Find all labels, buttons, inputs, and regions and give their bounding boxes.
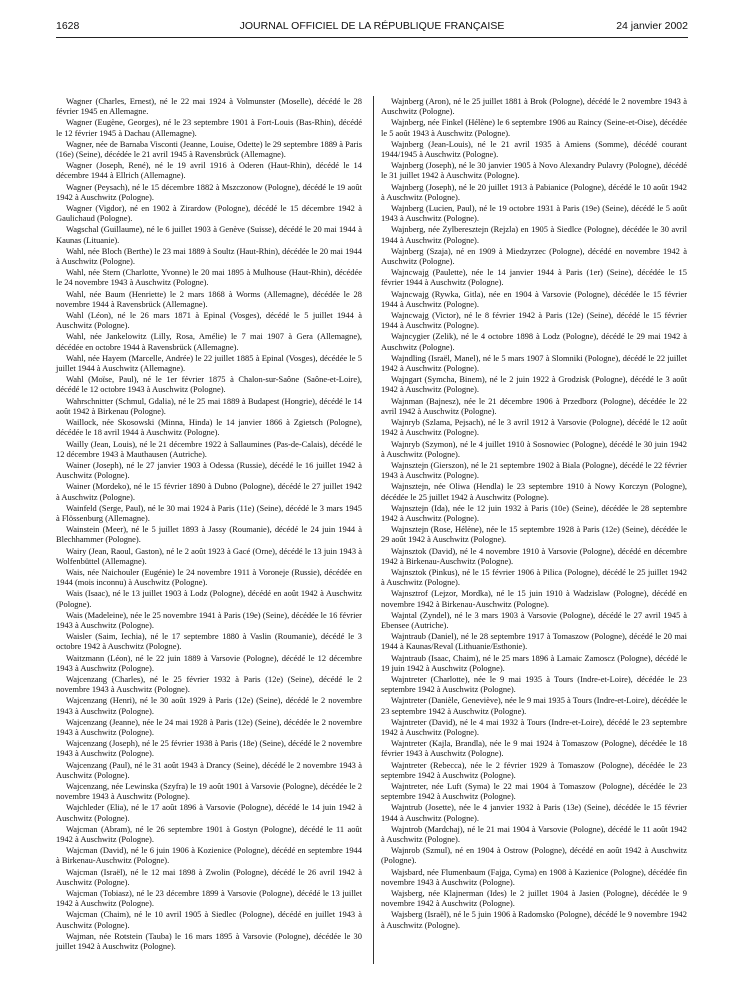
death-record-entry: Wajcman (Tobiasz), né le 23 décembre 1899 à Varsovie (Pologne), décédé le 13 juillet 1942 à Auschwitz (Pologne). xyxy=(56,888,362,909)
death-record-entry: Wajnberg (Joseph), né le 30 janvier 1905 à Novo Alexandry Pulavry (Pologne), décédé le 31 juillet 1942 à Auschwitz (Pologne). xyxy=(381,160,687,181)
header-rule xyxy=(56,37,688,38)
death-record-entry: Wajntrob (Mardchaj), né le 21 mai 1904 à Varsovie (Pologne), décédé le 11 août 1942 à Auschwitz (Pologne). xyxy=(381,823,687,845)
page-header xyxy=(56,16,688,38)
death-record-entry: Wahrschnitter (Schmul, Gdalia), né le 25 mai 1889 à Budapest (Hongrie), décédé le 14 août 1942 à Birkenau (Pologne). xyxy=(56,395,362,416)
death-record-entry: Wajnsztejn (Ida), née le 12 juin 1932 à Paris (10e) (Seine), décédée le 28 septembre 1942 à Auschwitz (Pologne). xyxy=(381,502,687,523)
death-record-entry: Wajcenzang (Henri), né le 30 août 1929 à Paris (12e) (Seine), décédé le 2 novembre 1943 à Auschwitz (Pologne). xyxy=(56,695,362,716)
death-record-entry: Wajnryb (Szlama, Pejsach), né le 3 avril 1912 à Varsovie (Pologne), décédé le 12 août 1942 à Auschwitz (Pologne). xyxy=(381,417,687,438)
death-record-entry: Wajcman (Abram), né le 26 septembre 1901 à Gostyn (Pologne), décédé le 11 août 1942 à Auschwitz (Pologne). xyxy=(56,823,362,845)
death-record-entry: Wajntrub (Josette), née le 4 janvier 1932 à Paris (13e) (Seine), décédée le 15 février 1944 à Auschwitz (Pologne). xyxy=(381,802,687,823)
death-record-entry: Wajcman (Israël), né le 12 mai 1898 à Zwolin (Pologne), décédé le 26 avril 1942 à Auschwitz (Pologne). xyxy=(56,866,362,887)
death-record-entry: Wajnrob (Szmul), né en 1904 à Ostrow (Pologne), décédé en août 1942 à Auschwitz (Pologne). xyxy=(381,845,687,866)
death-record-entry: Wahl, née Hayem (Marcelle, Andrée) le 22 juillet 1885 à Epinal (Vosges), décédée le 5 juillet 1944 à Auschwitz (Allemagne). xyxy=(56,352,362,374)
death-record-entry: Wajcenzang, née Lewinska (Szyfra) le 19 août 1901 à Varsovie (Pologne), décédée le 2 novembre 1943 à Auschwitz (Pologne). xyxy=(56,781,362,802)
death-record-entry: Wajnberg, née Zylberesztejn (Rejzla) en 1905 à Siedlce (Pologne), décédée le 30 avril 1944 à Auschwitz (Pologne). xyxy=(381,224,687,245)
death-record-entry: Wajnman (Bajnesz), née le 21 décembre 1906 à Przedborz (Pologne), décédée le 22 avril 1942 à Auschwitz (Pologne). xyxy=(381,395,687,416)
death-record-entry: Wajntal (Zyndel), né le 3 mars 1903 à Varsovie (Pologne), décédé le 27 avril 1945 à Ebensee (Autriche). xyxy=(381,609,687,630)
death-record-entry: Wais, née Naichouler (Eugénie) le 24 novembre 1911 à Voroneje (Russie), décédée en 1944 (mois inconnu) à Auschwitz (Pologne). xyxy=(56,566,362,588)
journal-title: JOURNAL OFFICIEL DE LA RÉPUBLIQUE FRANÇAISE xyxy=(239,20,505,32)
death-record-entry: Wajcenzang (Joseph), né le 25 février 1938 à Paris (18e) (Seine), décédé le 2 novembre 1943 à Auschwitz (Pologne). xyxy=(56,738,362,759)
death-record-entry: Wajncwajg (Paulette), née le 14 janvier 1944 à Paris (1er) (Seine), décédée le 15 février 1944 à Auschwitz (Pologne). xyxy=(381,267,687,288)
right-column xyxy=(381,96,687,931)
death-record-entry: Wajnryb (Szymon), né le 4 juillet 1910 à Sosnowiec (Pologne), décédé le 30 juin 1942 à Auschwitz (Pologne). xyxy=(381,438,687,459)
death-record-entry: Wajntraub (Daniel), né le 28 septembre 1917 à Tomaszow (Pologne), décédé le 20 mai 1944 à Kaunas/Reval (Lithuanie/Esthonie). xyxy=(381,631,687,652)
death-record-entry: Wajntreter (Kajla, Brandla), née le 9 mai 1924 à Tomaszow (Pologne), décédée le 18 février 1943 à Auschwitz (Pologne). xyxy=(381,738,687,759)
death-record-entry: Wailly (Jean, Louis), né le 21 décembre 1922 à Sallaumines (Pas-de-Calais), décédé le 12 décembre 1943 à Mauthausen (Autriche). xyxy=(56,438,362,459)
death-record-entry: Wajnberg, née Finkel (Hélène) le 6 septembre 1906 au Raincy (Seine-et-Oise), décédée le 5 août 1943 à Auschwitz (Pologne). xyxy=(381,117,687,138)
death-record-entry: Wainer (Mordeko), né le 15 février 1890 à Dubno (Pologne), décédé le 27 juillet 1942 à Auschwitz (Pologne). xyxy=(56,481,362,502)
death-record-entry: Wahl, née Bloch (Berthe) le 23 mai 1889 à Soultz (Haut-Rhin), décédée le 20 mai 1944 à Auschwitz (Pologne). xyxy=(56,245,362,267)
page-number: 1628 xyxy=(56,20,80,32)
death-record-entry: Wagner (Vigdor), né en 1902 à Zirardow (Pologne), décédé le 15 décembre 1942 à Gaulichaud (Pologne). xyxy=(56,203,362,224)
death-record-entry: Wagner (Joseph, René), né le 19 avril 1916 à Oderen (Haut-Rhin), décédé le 14 décembre 1944 à Ellrich (Allemagne). xyxy=(56,160,362,181)
death-record-entry: Wajnsztrof (Lejzor, Mordka), né le 15 juin 1910 à Wadzislaw (Pologne), décédé en novembre 1942 à Birkenau-Auschwitz (Pologne). xyxy=(381,588,687,609)
death-record-entry: Wahl (Moïse, Paul), né le 1er février 1875 à Chalon-sur-Saône (Saône-et-Loire), décédé le 12 octobre 1943 à Auschwitz (Pologne). xyxy=(56,374,362,395)
death-record-entry: Wajsberg, née Klajnerman (Ides) le 2 juillet 1904 à Jasien (Pologne), décédée le 9 novembre 1942 à Auschwitz (Pologne). xyxy=(381,888,687,909)
death-record-entry: Wajnberg (Lucien, Paul), né le 19 octobre 1931 à Paris (19e) (Seine), décédé le 5 août 1943 à Auschwitz (Pologne). xyxy=(381,203,687,224)
death-record-entry: Wajnsztejn (Rose, Hélène), née le 15 septembre 1928 à Paris (12e) (Seine), décédée le 29 août 1942 à Auschwitz (Pologne). xyxy=(381,524,687,545)
death-record-entry: Wajcenzang (Jeanne), née le 24 mai 1928 à Paris (12e) (Seine), décédée le 2 novembre 1943 à Auschwitz (Pologne). xyxy=(56,716,362,737)
death-record-entry: Wajnsztok (Pinkus), né le 15 février 1906 à Pilica (Pologne), décédé le 25 juillet 1942 à Auschwitz (Pologne). xyxy=(381,566,687,588)
death-record-entry: Wajncwajg (Rywka, Gitla), née en 1904 à Varsovie (Pologne), décédée le 15 février 1944 à Auschwitz (Pologne). xyxy=(381,288,687,309)
death-record-entry: Wagschal (Guillaume), né le 6 juillet 1903 à Genève (Suisse), décédé le 20 mai 1944 à Kaunas (Lituanie). xyxy=(56,224,362,245)
death-record-entry: Wainer (Joseph), né le 27 janvier 1903 à Odessa (Russie), décédé le 16 juillet 1942 à Auschwitz (Pologne). xyxy=(56,459,362,481)
death-record-entry: Wagner, née de Barnaba Visconti (Jeanne, Louise, Odette) le 29 septembre 1889 à Paris (16e) (Seine), décédée le 21 avril 1945 à Ravensbrück (Allemagne). xyxy=(56,138,362,160)
death-record-entry: Wajngart (Symcha, Binem), né le 2 juin 1922 à Grodzisk (Pologne), décédé le 3 août 1942 à Auschwitz (Pologne). xyxy=(381,374,687,395)
death-record-entry: Wais (Madeleine), née le 25 novembre 1941 à Paris (19e) (Seine), décédée le 16 février 1943 à Auschwitz (Pologne). xyxy=(56,609,362,630)
death-record-entry: Wairy (Jean, Raoul, Gaston), né le 2 août 1923 à Gacé (Orne), décédé le 13 juin 1943 à Wolfenbüttel (Allemagne). xyxy=(56,545,362,566)
death-record-entry: Wajsberg (Israël), né le 5 juin 1906 à Radomsko (Pologne), décédé le 9 novembre 1942 à Auschwitz (Pologne). xyxy=(381,909,687,930)
death-record-entry: Wahl, née Jankelowitz (Lilly, Rosa, Amélie) le 7 mai 1907 à Gera (Allemagne), décédée en octobre 1944 à Ravensbrück (Allemagne). xyxy=(56,331,362,352)
death-record-entry: Waisler (Saim, Iechia), né le 17 septembre 1880 à Vaslin (Roumanie), décédé le 3 octobre 1942 à Auschwitz (Pologne). xyxy=(56,631,362,652)
death-record-entry: Wajntraub (Isaac, Chaim), né le 25 mars 1896 à Lamaic Zamoscz (Pologne), décédé le 19 juin 1942 à Auschwitz (Pologne). xyxy=(381,652,687,673)
death-record-entry: Wagner (Peysach), né le 15 décembre 1882 à Mszczonow (Pologne), décédé le 19 août 1942 à Auschwitz (Pologne). xyxy=(56,181,362,202)
death-record-entry: Wainfeld (Serge, Paul), né le 30 mai 1924 à Paris (11e) (Seine), décédé le 3 mars 1945 à Flössenburg (Allemagne). xyxy=(56,502,362,523)
death-record-entry: Wajntreter (David), né le 4 mai 1932 à Tours (Indre-et-Loire), décédé le 23 septembre 1942 à Auschwitz (Pologne). xyxy=(381,716,687,737)
death-record-entry: Wajnsztejn, née Oliwa (Hendla) le 23 septembre 1910 à Nowy Korczyn (Pologne), décédée le 25 juillet 1942 à Auschwitz (Pologne). xyxy=(381,481,687,502)
death-record-entry: Wajcenzang (Paul), né le 31 août 1943 à Drancy (Seine), décédé le 2 novembre 1943 à Auschwitz (Pologne). xyxy=(56,759,362,780)
death-record-entry: Wahl, née Stern (Charlotte, Yvonne) le 20 mai 1895 à Mulhouse (Haut-Rhin), décédée le 24 novembre 1943 à Auschwitz (Pologne). xyxy=(56,267,362,288)
death-record-entry: Wajndling (Israël, Manel), né le 5 mars 1907 à Slomniki (Pologne), décédé le 22 juillet 1942 à Auschwitz (Pologne). xyxy=(381,352,687,374)
death-record-entry: Wajcenzang (Charles), né le 25 février 1932 à Paris (12e) (Seine), décédé le 2 novembre 1943 à Auschwitz (Pologne). xyxy=(56,673,362,695)
death-record-entry: Wais (Isaac), né le 13 juillet 1903 à Lodz (Pologne), décédé en août 1942 à Auschwitz (Pologne). xyxy=(56,588,362,609)
death-record-entry: Wajman, née Rotstein (Tauba) le 16 mars 1895 à Varsovie (Pologne), décédée le 30 juillet 1942 à Auschwitz (Pologne). xyxy=(56,930,362,952)
death-record-entry: Waitzmann (Léon), né le 22 juin 1889 à Varsovie (Pologne), décédé le 12 décembre 1943 à Auschwitz (Pologne). xyxy=(56,652,362,673)
death-record-entry: Wajntreter (Charlotte), née le 9 mai 1935 à Tours (Indre-et-Loire), décédée le 23 septembre 1942 à Auschwitz (Pologne). xyxy=(381,673,687,695)
death-record-entry: Wajcman (David), né le 6 juin 1906 à Kozienice (Pologne), décédé en septembre 1944 à Birkenau-Auschwitz (Pologne). xyxy=(56,845,362,866)
death-record-entry: Wajnberg (Jean-Louis), né le 21 avril 1935 à Amiens (Somme), décédé courant 1944/1945 à Auschwitz (Pologne). xyxy=(381,138,687,160)
death-record-entry: Wajcman (Chaim), né le 10 avril 1905 à Siedlec (Pologne), décédé en juillet 1943 à Auschwitz (Pologne). xyxy=(56,909,362,930)
left-column xyxy=(56,96,362,952)
death-record-entry: Wajnsztejn (Gierszon), né le 21 septembre 1902 à Biala (Pologne), décédé le 22 février 1943 à Auschwitz (Pologne). xyxy=(381,459,687,481)
death-record-entry: Wajnberg (Joseph), né le 20 juillet 1913 à Pabianice (Pologne), décédé le 10 août 1942 à Auschwitz (Pologne). xyxy=(381,181,687,202)
death-record-entry: Wajnberg (Aron), né le 25 juillet 1881 à Brok (Pologne), décédé le 2 novembre 1943 à Auschwitz (Pologne). xyxy=(381,96,687,117)
death-record-entry: Wajchleder (Elia), né le 17 août 1896 à Varsovie (Pologne), décédé le 14 juin 1942 à Auschwitz (Pologne). xyxy=(56,802,362,823)
column-divider xyxy=(373,96,374,964)
death-record-entry: Wagner (Eugène, Georges), né le 23 septembre 1901 à Fort-Louis (Bas-Rhin), décédé le 12 février 1945 à Dachau (Allemagne). xyxy=(56,117,362,138)
death-record-entry: Wajnsztok (David), né le 4 novembre 1910 à Varsovie (Pologne), décédé en décembre 1942 à Birkenau-Auschwitz (Pologne). xyxy=(381,545,687,566)
publication-date: 24 janvier 2002 xyxy=(616,20,688,32)
death-record-entry: Wajntreter (Danièle, Geneviève), née le 9 mai 1935 à Tours (Indre-et-Loire), décédée le 23 septembre 1942 à Auschwitz (Pologne). xyxy=(381,695,687,716)
death-record-entry: Wahl (Léon), né le 26 mars 1871 à Epinal (Vosges), décédé le 5 juillet 1944 à Auschwitz (Pologne). xyxy=(56,310,362,331)
death-record-entry: Wainstein (Meer), né le 5 juillet 1893 à Jassy (Roumanie), décédé le 24 juin 1944 à Blechhammer (Pologne). xyxy=(56,524,362,545)
death-record-entry: Wajsbard, née Flumenbaum (Fajga, Cyma) en 1908 à Kazienice (Pologne), décédée fin novembre 1943 à Auschwitz (Pologne). xyxy=(381,866,687,887)
death-record-entry: Wajntreter, née Luft (Syma) le 22 mai 1904 à Tomaszow (Pologne), décédée le 23 septembre 1942 à Auschwitz (Pologne). xyxy=(381,781,687,802)
death-record-entry: Waillock, née Skosowski (Minna, Hinda) le 14 janvier 1866 à Zgietsch (Pologne), décédée le 18 avril 1944 à Auschwitz (Pologne). xyxy=(56,417,362,438)
death-record-entry: Wajncygier (Zelik), né le 4 octobre 1898 à Lodz (Pologne), décédé le 29 mai 1942 à Auschwitz (Pologne). xyxy=(381,331,687,352)
death-record-entry: Wajnberg (Szaja), né en 1909 à Miedzyrzec (Pologne), décédé en novembre 1942 à Auschwitz (Pologne). xyxy=(381,245,687,267)
death-record-entry: Wahl, née Baum (Henriette) le 2 mars 1868 à Worms (Allemagne), décédée le 28 novembre 1944 à Ravensbrück (Allemagne). xyxy=(56,288,362,309)
death-record-entry: Wajncwajg (Victor), né le 8 février 1942 à Paris (12e) (Seine), décédé le 15 février 1944 à Auschwitz (Pologne). xyxy=(381,310,687,331)
death-record-entry: Wagner (Charles, Ernest), né le 22 mai 1924 à Volmunster (Moselle), décédé le 28 février 1945 en Allemagne. xyxy=(56,96,362,117)
death-record-entry: Wajntreter (Rebecca), née le 2 février 1929 à Tomaszow (Pologne), décédée le 23 septembre 1942 à Auschwitz (Pologne). xyxy=(381,759,687,780)
